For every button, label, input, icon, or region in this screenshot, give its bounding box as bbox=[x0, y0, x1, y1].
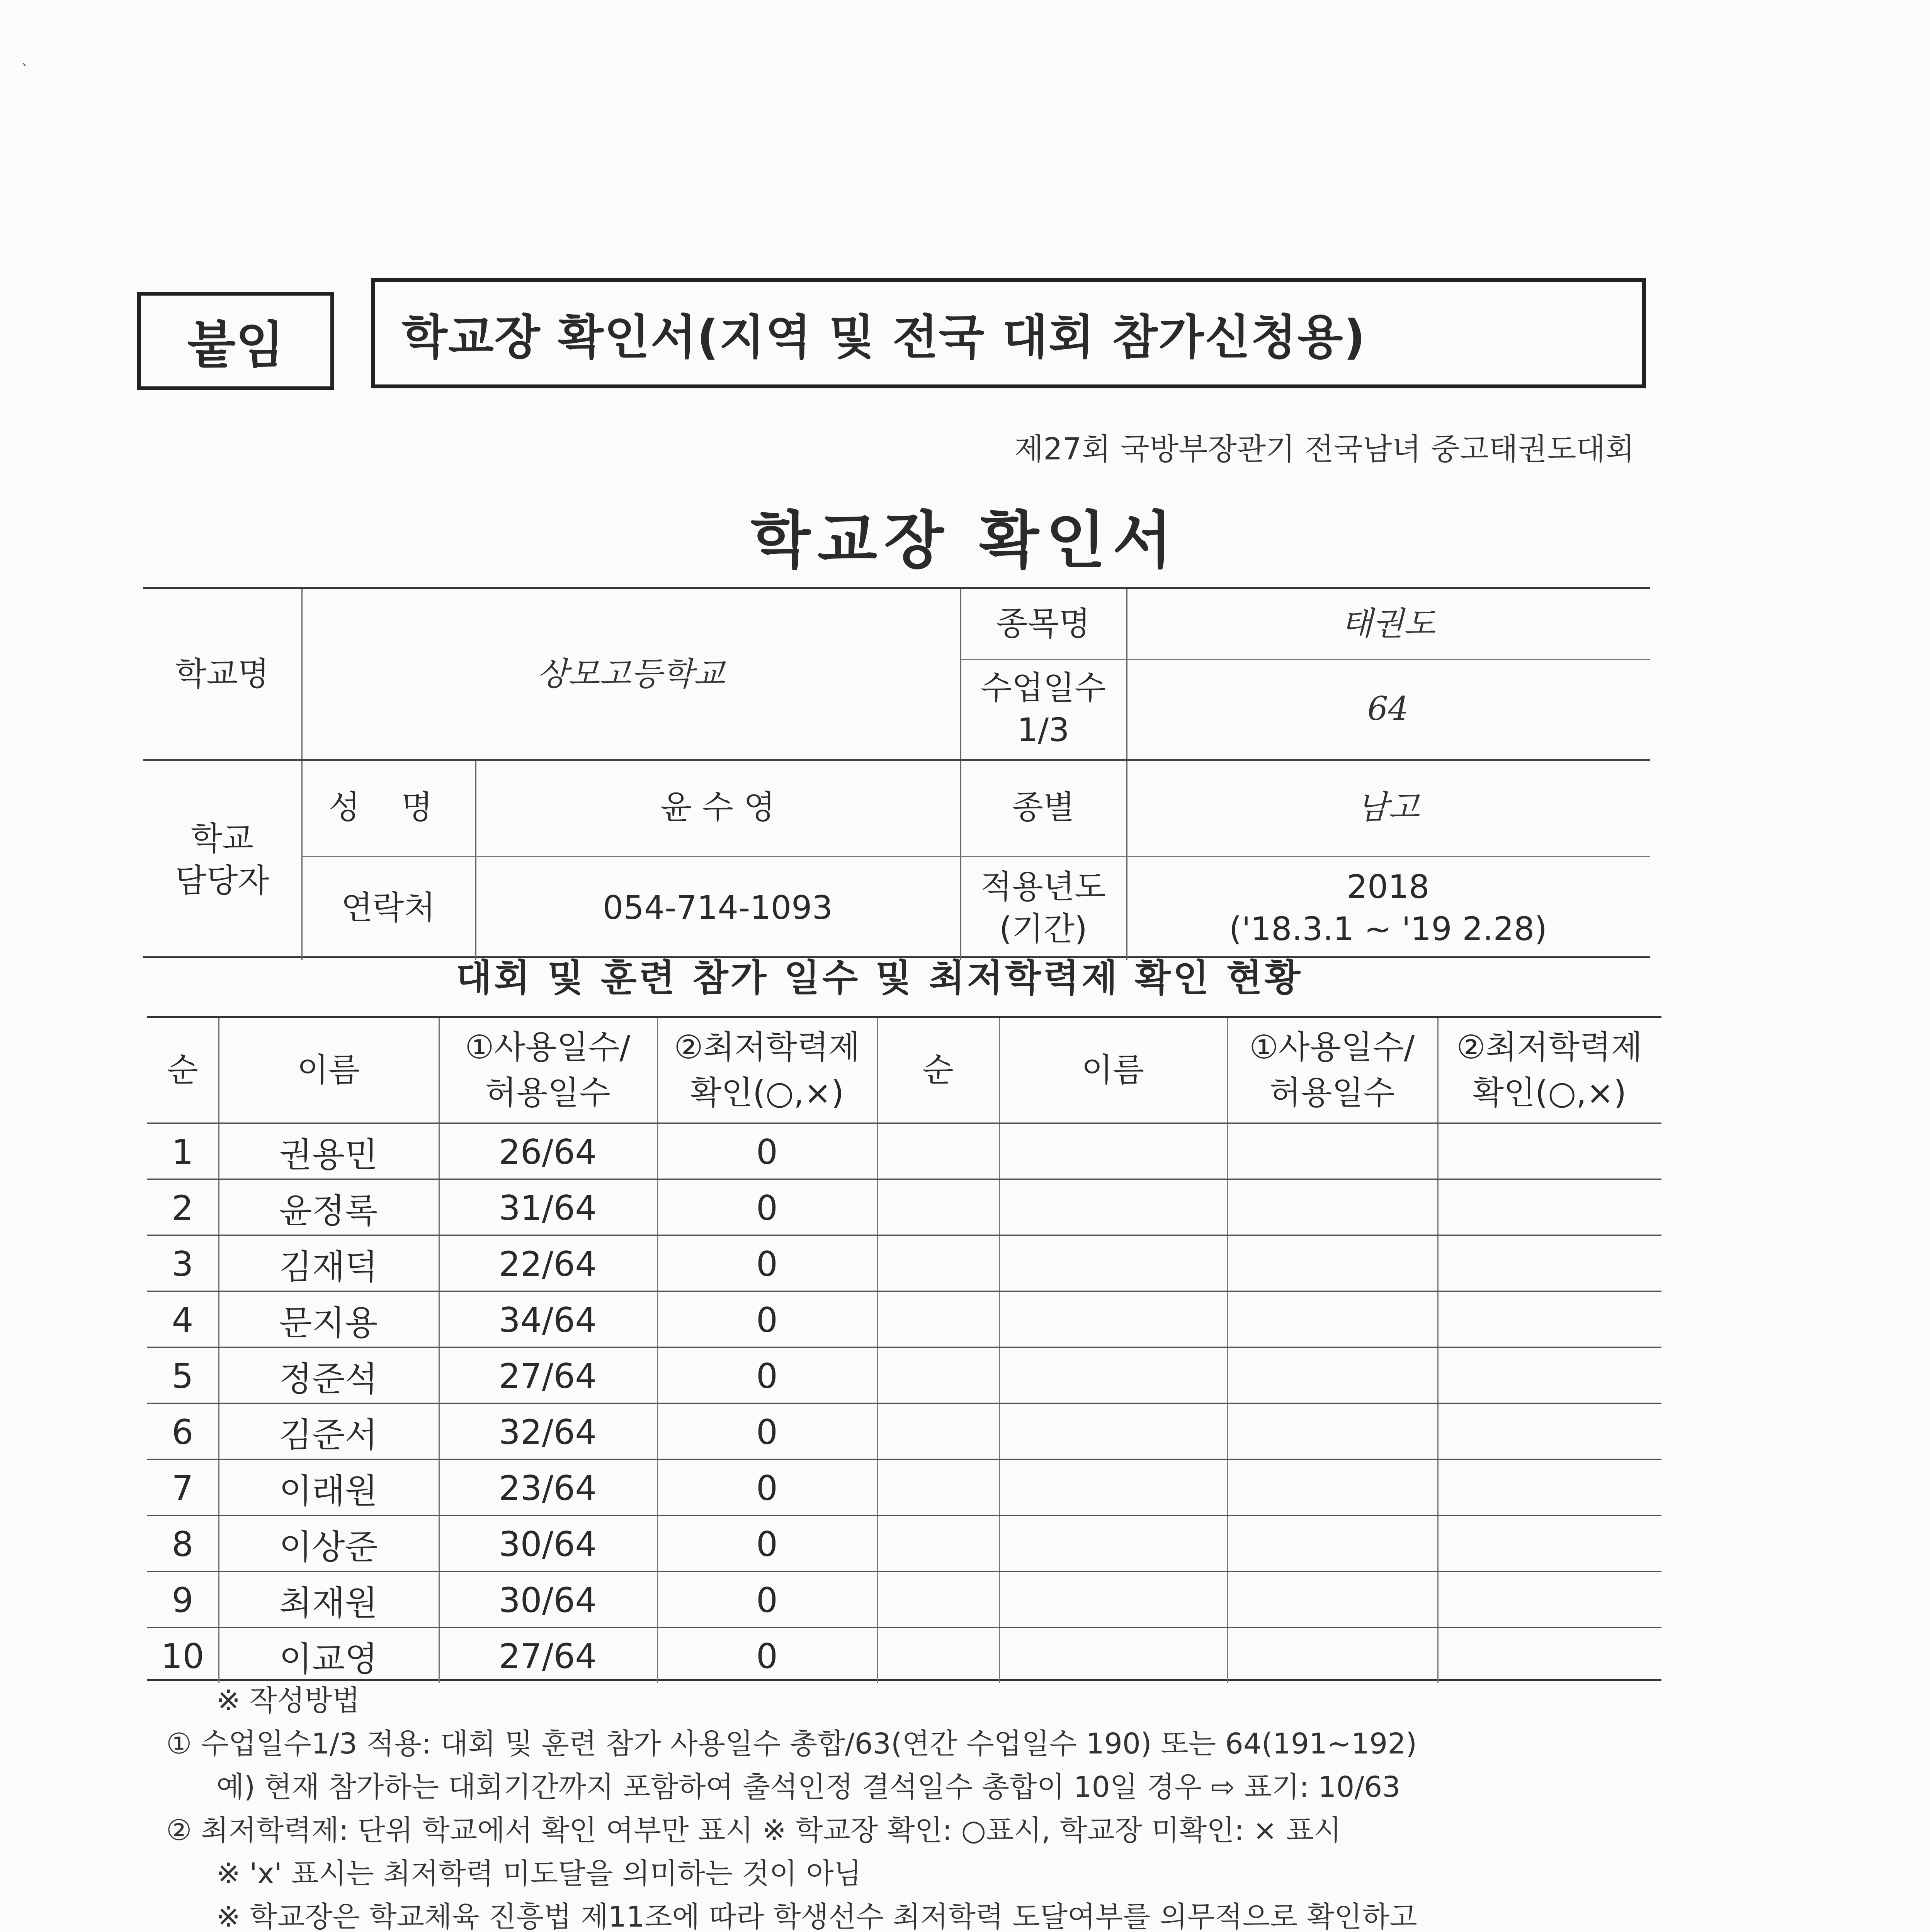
cell-empty-days-r bbox=[1227, 1572, 1437, 1628]
cell-no: 9 bbox=[172, 1580, 194, 1620]
note-line: ② 최저학력제: 단위 학교에서 확인 여부만 표시 ※ 학교장 확인: ○표시, 학교장 미확인: × 표시 bbox=[166, 1814, 1342, 1847]
cell-check: 0 bbox=[756, 1636, 778, 1676]
contact-label-line2: 담당자 bbox=[175, 862, 269, 900]
cell-empty-check-r bbox=[1437, 1460, 1661, 1516]
cell-days: 31/64 bbox=[498, 1188, 597, 1228]
form-title: 학교장 확인서(지역 및 전국 대회 참가신청용) bbox=[371, 278, 1646, 388]
cell-days: 32/64 bbox=[498, 1412, 597, 1452]
status-title: 대회 및 훈련 참가 일수 및 최저학력제 확인 현황 bbox=[456, 956, 1303, 1000]
table-row bbox=[147, 1571, 1661, 1627]
cell-empty-no-r bbox=[877, 1516, 999, 1572]
cell-check: 0 bbox=[756, 1356, 778, 1396]
year-value-year: 2018 bbox=[1347, 867, 1430, 906]
header-check-right bbox=[1437, 1018, 1661, 1122]
cell-empty-days-r bbox=[1227, 1404, 1437, 1460]
header-no-right: 순 bbox=[922, 1051, 954, 1089]
table-row bbox=[147, 1403, 1661, 1459]
cell-empty-check-r bbox=[1437, 1628, 1661, 1684]
table-row bbox=[147, 1347, 1661, 1403]
cell-name: 김재덕 bbox=[279, 1247, 378, 1287]
cell-empty-days-r bbox=[1227, 1236, 1437, 1292]
cell-days: 30/64 bbox=[498, 1580, 597, 1620]
cell-empty-days-r bbox=[1227, 1628, 1437, 1684]
cell-empty-no-r bbox=[877, 1460, 999, 1516]
cell-check: 0 bbox=[756, 1132, 778, 1172]
cell-days: 26/64 bbox=[498, 1132, 597, 1172]
header-days-right-line1: ①사용일수/ bbox=[1249, 1028, 1415, 1066]
header-name-left: 이름 bbox=[297, 1051, 360, 1089]
year-label bbox=[960, 856, 1126, 960]
cell-check: 0 bbox=[756, 1244, 778, 1284]
header-days-right bbox=[1227, 1018, 1437, 1122]
name-value: 윤 수 영 bbox=[660, 788, 775, 827]
cell-empty-check-r bbox=[1437, 1572, 1661, 1628]
cell-no: 2 bbox=[172, 1188, 194, 1228]
phone-label: 연락처 bbox=[341, 889, 435, 927]
status-table bbox=[147, 1016, 1661, 1681]
cell-empty-no-r bbox=[877, 1236, 999, 1292]
table-row bbox=[147, 1179, 1661, 1235]
table-row bbox=[147, 1291, 1661, 1347]
header-days-right-line2: 허용일수 bbox=[1269, 1074, 1395, 1112]
cell-check: 0 bbox=[756, 1412, 778, 1452]
cell-empty-no-r bbox=[877, 1572, 999, 1628]
cell-empty-name-r bbox=[999, 1348, 1227, 1404]
cell-check: 0 bbox=[756, 1300, 778, 1340]
category-label: 종별 bbox=[1012, 788, 1075, 827]
cell-check: 0 bbox=[756, 1188, 778, 1228]
contact-label-line1: 학교 bbox=[190, 819, 254, 857]
sport-label: 종목명 bbox=[996, 605, 1090, 643]
cell-empty-days-r bbox=[1227, 1292, 1437, 1348]
cell-days: 27/64 bbox=[498, 1356, 597, 1396]
cell-days: 30/64 bbox=[498, 1524, 597, 1564]
cell-check: 0 bbox=[756, 1468, 778, 1508]
cell-empty-name-r bbox=[999, 1292, 1227, 1348]
cell-name: 이상준 bbox=[279, 1527, 378, 1567]
cell-no: 10 bbox=[161, 1636, 204, 1676]
cell-empty-no-r bbox=[877, 1348, 999, 1404]
header-days-left-line2: 허용일수 bbox=[485, 1074, 610, 1112]
category-value: 남고 bbox=[1357, 788, 1420, 827]
cell-empty-check-r bbox=[1437, 1404, 1661, 1460]
sport-value: 태권도 bbox=[1341, 605, 1435, 643]
cell-check: 0 bbox=[756, 1524, 778, 1564]
year-value bbox=[1126, 856, 1650, 960]
cell-empty-no-r bbox=[877, 1404, 999, 1460]
header-check-left-line1: ②최저학력제 bbox=[674, 1028, 860, 1066]
cell-no: 8 bbox=[172, 1524, 194, 1564]
cell-name: 문지용 bbox=[279, 1303, 378, 1343]
cell-name: 김준서 bbox=[279, 1415, 378, 1455]
cell-name: 최재원 bbox=[279, 1583, 378, 1623]
cell-empty-check-r bbox=[1437, 1124, 1661, 1180]
note-line: ※ 'x' 표시는 최저학력 미도달을 의미하는 것이 아님 bbox=[216, 1857, 862, 1890]
cell-empty-name-r bbox=[999, 1628, 1227, 1684]
header-no-left: 순 bbox=[167, 1051, 199, 1089]
class-days-label-line1: 수업일수 bbox=[980, 668, 1106, 707]
cell-empty-check-r bbox=[1437, 1236, 1661, 1292]
cell-empty-check-r bbox=[1437, 1516, 1661, 1572]
header-days-left-line1: ①사용일수/ bbox=[465, 1028, 631, 1066]
cell-check: 0 bbox=[756, 1580, 778, 1620]
cell-name: 이래원 bbox=[279, 1471, 378, 1511]
table-row bbox=[147, 1235, 1661, 1291]
table-row bbox=[147, 1627, 1661, 1683]
attachment-tag: 붙임 bbox=[137, 292, 334, 390]
cell-name: 권용민 bbox=[279, 1134, 378, 1175]
document-title: 학교장 확인서 bbox=[750, 504, 1180, 577]
note-line: ※ 학교장은 학교체육 진흥법 제11조에 따라 학생선수 최저학력 도달여부를 의무적으로 확인하고 bbox=[216, 1900, 1417, 1932]
cell-empty-name-r bbox=[999, 1460, 1227, 1516]
cell-no: 6 bbox=[172, 1412, 194, 1452]
cell-empty-no-r bbox=[877, 1628, 999, 1684]
cell-empty-days-r bbox=[1227, 1348, 1437, 1404]
event-name: 제27회 국방부장관기 전국남녀 중고태권도대회 bbox=[1014, 432, 1634, 467]
class-days-value: 64 bbox=[1367, 690, 1409, 728]
cell-empty-name-r bbox=[999, 1236, 1227, 1292]
cell-empty-no-r bbox=[877, 1180, 999, 1236]
cell-days: 34/64 bbox=[498, 1300, 597, 1340]
school-info-table bbox=[143, 587, 1650, 958]
cell-empty-days-r bbox=[1227, 1516, 1437, 1572]
cell-empty-days-r bbox=[1227, 1180, 1437, 1236]
cell-empty-no-r bbox=[877, 1292, 999, 1348]
header-name-right: 이름 bbox=[1081, 1051, 1144, 1089]
instructions-heading: ※ 작성방법 bbox=[216, 1684, 360, 1717]
instructions bbox=[166, 1679, 1692, 1932]
class-days-label-line2: 1/3 bbox=[1017, 711, 1070, 749]
cell-days: 22/64 bbox=[498, 1244, 597, 1284]
phone-value: 054-714-1093 bbox=[602, 889, 833, 927]
cell-empty-name-r bbox=[999, 1124, 1227, 1180]
cell-empty-check-r bbox=[1437, 1180, 1661, 1236]
cell-empty-name-r bbox=[999, 1404, 1227, 1460]
cell-name: 윤정록 bbox=[279, 1190, 378, 1231]
cell-empty-name-r bbox=[999, 1180, 1227, 1236]
cell-empty-no-r bbox=[877, 1124, 999, 1180]
cell-days: 23/64 bbox=[498, 1468, 597, 1508]
note-line: 예) 현재 참가하는 대회기간까지 포함하여 출석인정 결석일수 총합이 10일 경우 ⇨ 표기: 10/63 bbox=[216, 1770, 1401, 1804]
header-days-left bbox=[439, 1018, 657, 1122]
cell-no: 3 bbox=[172, 1244, 194, 1284]
table-row bbox=[147, 1122, 1661, 1179]
school-name-label: 학교명 bbox=[175, 655, 269, 693]
year-label-line2: (기간) bbox=[999, 910, 1087, 948]
cell-empty-check-r bbox=[1437, 1348, 1661, 1404]
header-check-right-line2: 확인(○,×) bbox=[1472, 1074, 1627, 1112]
header-check-left-line2: 확인(○,×) bbox=[690, 1074, 844, 1112]
note-line: ① 수업일수1/3 적용: 대회 및 훈련 참가 사용일수 총합/63(연간 수업일수 190) 또는 64(191~192) bbox=[166, 1727, 1417, 1760]
cell-days: 27/64 bbox=[498, 1636, 597, 1676]
cell-empty-days-r bbox=[1227, 1124, 1437, 1180]
header-check-right-line1: ②최저학력제 bbox=[1456, 1028, 1643, 1066]
cell-empty-name-r bbox=[999, 1516, 1227, 1572]
cell-no: 4 bbox=[172, 1300, 194, 1340]
table-row bbox=[147, 1515, 1661, 1571]
year-label-line1: 적용년도 bbox=[980, 867, 1106, 906]
year-value-period: ('18.3.1 ~ '19 2.28) bbox=[1229, 910, 1547, 948]
cell-empty-days-r bbox=[1227, 1460, 1437, 1516]
table-row bbox=[147, 1459, 1661, 1515]
name-label: 성 명 bbox=[328, 788, 448, 827]
cell-empty-name-r bbox=[999, 1572, 1227, 1628]
cell-no: 1 bbox=[172, 1132, 194, 1172]
cell-no: 5 bbox=[172, 1356, 194, 1396]
cell-empty-check-r bbox=[1437, 1292, 1661, 1348]
scan-speck: ˋ bbox=[21, 62, 29, 80]
header-check-left bbox=[657, 1018, 877, 1122]
contact-label bbox=[143, 759, 301, 960]
school-name-value: 상모고등학교 bbox=[537, 655, 725, 693]
cell-no: 7 bbox=[172, 1468, 194, 1508]
cell-name: 정준석 bbox=[279, 1359, 378, 1399]
class-days-label bbox=[960, 659, 1126, 759]
cell-name: 이교영 bbox=[279, 1639, 378, 1679]
